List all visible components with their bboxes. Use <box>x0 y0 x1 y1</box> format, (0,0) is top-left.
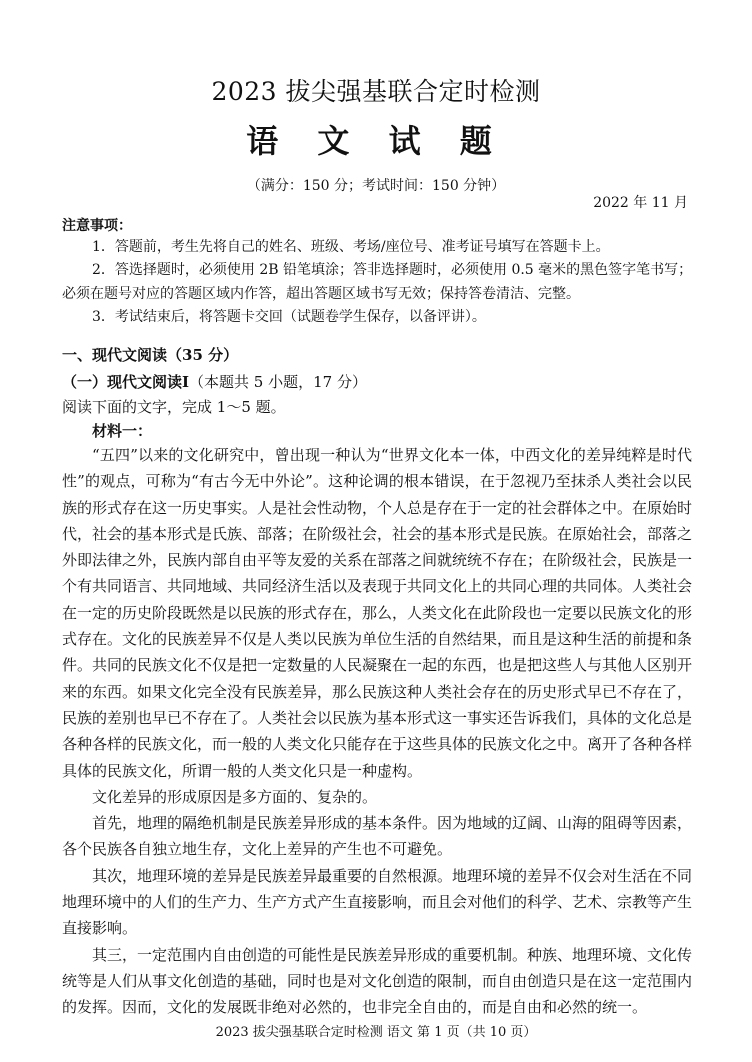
reading-instruction: 阅读下面的文字，完成 1～5 题。 <box>62 398 286 416</box>
note-line-1: 1．答题前，考生先将自己的姓名、班级、考场/座位号、准考证号填写在答题卡上。 <box>92 239 610 255</box>
reading-passage <box>62 442 692 1021</box>
note-line-3: 必须在题号对应的答题区域内作答，超出答题区域书写无效；保持答卷清洁、完整。 <box>62 286 580 302</box>
material-label: 材料一： <box>92 422 153 440</box>
passage-paragraph: 文化差异的形成原因是多方面的、复杂的。 <box>92 787 378 806</box>
page-footer: 2023 拔尖强基联合定时检测 语文 第 1 页（共 10 页） <box>215 1025 537 1040</box>
note-line-4: 3．考试结束后，将答题卡交回（试题卷学生保存，以备评讲）。 <box>92 309 486 325</box>
subject-title: 语 文 试 题 <box>246 122 506 160</box>
note-line-2: 2．答选择题时，必须使用 2B 铅笔填涂；答非选择题时，必须使用 0.5 毫米的黑色签字笔书写； <box>92 262 693 278</box>
notes-heading: 注意事项： <box>62 218 132 234</box>
subsection-scope: （本题共 5 小题，17 分） <box>189 373 367 391</box>
subsection-heading <box>62 371 367 392</box>
passage-paragraph: 其次，地理环境的差异是民族差异最重要的自然根源。地理环境的差异不仅会对生活在不同地理环境中的人们的生产力、生产方式产生直接影响，而且会对他们的科学、艺术、宗教等产生直接影响。 <box>62 866 693 938</box>
passage-paragraph: 其三，一定范围内自由创造的可能性是民族差异形成的重要机制。种族、地理环境、文化传统等是人们从事文化创造的基础，同时也是对文化创造的限制，而自由创造只是在这一定范围内的发挥。因而，文化的发展既非绝对必然的，也非完全自由的，而是自由和必然的统一。 <box>62 945 693 1017</box>
passage-paragraph: “五四”以来的文化研究中，曾出现一种认为“世界文化本一体，中西文化的差异纯粹是时代性”的观点，可称为“有古今无中外论”。这种论调的根本错误，在于忽视乃至抹杀人类社会以民族的形式存在这一历史事实。人是社会性动物，个人总是存在于一定的社会群体之中。在原始时代，社会的基本形式是氏族、部落；在阶级社会，社会的基本形式是民族。在原始社会，部落之外即法律之外，民族内部自由平等友爱的关系在部落之间就统统不存在；在阶级社会，民族是一个有共同语言、共同地域、共同经济生活以及表现于共同文化上的共同心理的共同体。人类社会在一定的历史阶段既然是以民族的形式存在，那么，人类文化在此阶段也一定要以民族文化的形式存在。文化的民族差异不仅是人类以民族为单位生活的自然结果，而且是这种生活的前提和条件。共同的民族文化不仅是把一定数量的人民凝聚在一起的东西，也是把这些人与其他人区别开来的东西。如果文化完全没有民族差异，那么民族这种人类社会存在的历史形式早已不存在了，民族的差别也早已不存在了。人类社会以民族为基本形式这一事实还告诉我们，具体的文化总是各种各样的民族文化，而一般的人类文化只能存在于这些具体的民族文化之中。离开了各种各样具体的民族文化，所谓一般的人类文化只是一种虚构。 <box>62 446 693 780</box>
subsection-title: （一）现代文阅读Ⅰ <box>62 373 190 391</box>
exam-date: 2022 年 11 月 <box>593 195 688 211</box>
exam-info: （满分：150 分；考试时间：150 分钟） <box>246 178 506 194</box>
section-heading: 一、现代文阅读（35 分） <box>62 346 239 364</box>
passage-paragraph: 首先，地理的隔绝机制是民族差异形成的基本条件。因为地域的辽阔、山海的阻碍等因素，各个民族各自独立地生存，文化上差异的产生也不可避免。 <box>62 814 693 859</box>
exam-title: 2023 拔尖强基联合定时检测 <box>211 77 541 106</box>
